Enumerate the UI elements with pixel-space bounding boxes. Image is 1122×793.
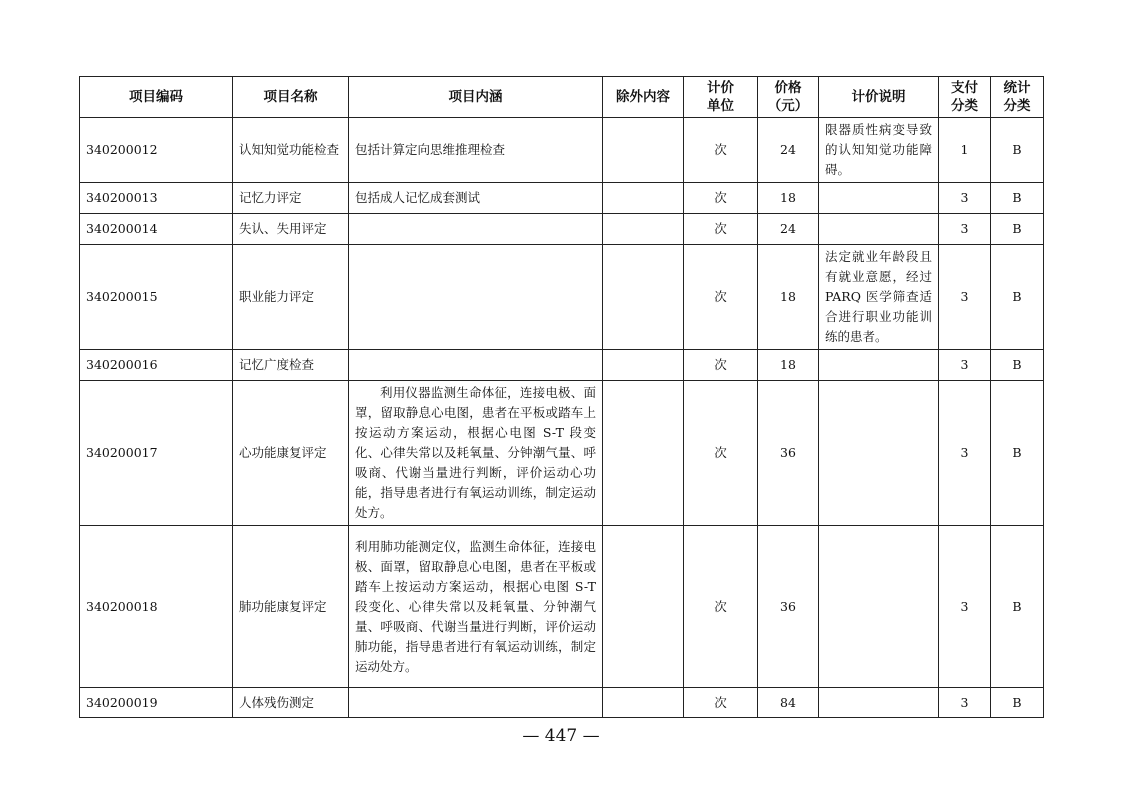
cell-stat: B xyxy=(991,245,1044,350)
cell-name: 记忆力评定 xyxy=(233,183,349,214)
cell-code: 340200015 xyxy=(80,245,233,350)
cell-exclusion xyxy=(603,688,684,718)
table-row xyxy=(80,350,1044,381)
cell-description xyxy=(819,214,939,245)
cell-exclusion xyxy=(603,118,684,183)
cell-payment: 3 xyxy=(939,526,991,688)
header-price-line2: （元） xyxy=(767,98,809,114)
header-price xyxy=(758,77,819,118)
header-payment-line2: 分类 xyxy=(951,98,978,114)
cell-content xyxy=(349,381,603,526)
header-payment-line1: 支付 xyxy=(951,80,978,96)
cell-payment: 3 xyxy=(939,381,991,526)
cell-exclusion xyxy=(603,183,684,214)
cell-stat: B xyxy=(991,688,1044,718)
cell-name: 失认、失用评定 xyxy=(233,214,349,245)
cell-unit: 次 xyxy=(684,526,758,688)
cell-unit: 次 xyxy=(684,688,758,718)
cell-name: 肺功能康复评定 xyxy=(233,526,349,688)
cell-price: 24 xyxy=(758,118,819,183)
cell-exclusion xyxy=(603,381,684,526)
cell-content xyxy=(349,214,603,245)
cell-stat: B xyxy=(991,350,1044,381)
cell-name: 职业能力评定 xyxy=(233,245,349,350)
page-number: — 447 — xyxy=(522,726,600,746)
cell-payment: 3 xyxy=(939,688,991,718)
cell-stat: B xyxy=(991,381,1044,526)
cell-price: 18 xyxy=(758,183,819,214)
header-row xyxy=(80,77,1044,118)
cell-unit: 次 xyxy=(684,350,758,381)
header-stat-line1: 统计 xyxy=(1003,80,1031,96)
cell-code: 340200018 xyxy=(80,526,233,688)
cell-code: 340200012 xyxy=(80,118,233,183)
header-description: 计价说明 xyxy=(819,77,939,118)
cell-unit: 次 xyxy=(684,214,758,245)
header-code: 项目编码 xyxy=(80,77,233,118)
cell-payment: 3 xyxy=(939,183,991,214)
cell-code: 340200019 xyxy=(80,688,233,718)
cell-stat: B xyxy=(991,526,1044,688)
header-stat-line2: 分类 xyxy=(1003,98,1031,114)
cell-content xyxy=(349,350,603,381)
header-unit-line2: 单位 xyxy=(707,98,734,114)
cell-unit: 次 xyxy=(684,183,758,214)
cell-name: 认知知觉功能检查 xyxy=(233,118,349,183)
cell-code: 340200014 xyxy=(80,214,233,245)
cell-description xyxy=(819,526,939,688)
header-stat xyxy=(991,77,1044,118)
cell-name: 人体残伤测定 xyxy=(233,688,349,718)
cell-description xyxy=(819,350,939,381)
cell-unit: 次 xyxy=(684,381,758,526)
cell-description: 限器质性病变导致的认知知觉功能障碍。 xyxy=(819,118,939,183)
header-payment xyxy=(939,77,991,118)
cell-content: 包括成人记忆成套测试 xyxy=(349,183,603,214)
cell-name: 记忆广度检查 xyxy=(233,350,349,381)
header-price-line1: 价格 xyxy=(774,80,802,96)
cell-payment: 3 xyxy=(939,350,991,381)
table-row xyxy=(80,245,1044,350)
cell-stat: B xyxy=(991,183,1044,214)
cell-payment: 3 xyxy=(939,245,991,350)
header-unit-line1: 计价 xyxy=(707,80,734,96)
cell-exclusion xyxy=(603,245,684,350)
cell-price: 36 xyxy=(758,526,819,688)
cell-content-text: 利用仪器监测生命体征，连接电极、面罩，留取静息心电图，患者在平板或踏车上按运动方案运动，根据心电图 S-T 段变化、心律失常以及耗氧量、分钟潮气量、呼吸商、代谢当量进行判断，评价运动心功能，指导患者进行有氧运动训练，制定运动处方。 xyxy=(355,385,596,520)
cell-unit: 次 xyxy=(684,118,758,183)
table-row xyxy=(80,214,1044,245)
header-unit xyxy=(684,77,758,118)
cell-content: 利用肺功能测定仪，监测生命体征，连接电极、面罩，留取静息心电图，患者在平板或踏车上按运动方案运动，根据心电图 S-T 段变化、心律失常以及耗氧量、分钟潮气量、呼吸商、代谢当量进行判断，评价运动肺功能，指导患者进行有氧运动训练，制定运动处方。 xyxy=(349,526,603,688)
cell-exclusion xyxy=(603,214,684,245)
table-row xyxy=(80,526,1044,688)
cell-price: 18 xyxy=(758,245,819,350)
cell-code: 340200016 xyxy=(80,350,233,381)
cell-price: 18 xyxy=(758,350,819,381)
cell-price: 36 xyxy=(758,381,819,526)
cell-description xyxy=(819,381,939,526)
cell-description: 法定就业年龄段且有就业意愿，经过 PARQ 医学筛查适合进行职业功能训练的患者。 xyxy=(819,245,939,350)
cell-content xyxy=(349,688,603,718)
header-exclusion: 除外内容 xyxy=(603,77,684,118)
cell-description xyxy=(819,183,939,214)
price-table xyxy=(79,76,1044,718)
cell-payment: 1 xyxy=(939,118,991,183)
cell-name: 心功能康复评定 xyxy=(233,381,349,526)
cell-exclusion xyxy=(603,526,684,688)
cell-exclusion xyxy=(603,350,684,381)
cell-content: 包括计算定向思维推理检查 xyxy=(349,118,603,183)
cell-payment: 3 xyxy=(939,214,991,245)
cell-unit: 次 xyxy=(684,245,758,350)
table-row xyxy=(80,183,1044,214)
cell-code: 340200013 xyxy=(80,183,233,214)
header-content: 项目内涵 xyxy=(349,77,603,118)
cell-description xyxy=(819,688,939,718)
cell-stat: B xyxy=(991,214,1044,245)
cell-price: 84 xyxy=(758,688,819,718)
table-row xyxy=(80,381,1044,526)
cell-content xyxy=(349,245,603,350)
cell-price: 24 xyxy=(758,214,819,245)
table-row xyxy=(80,688,1044,718)
table-row xyxy=(80,118,1044,183)
cell-code: 340200017 xyxy=(80,381,233,526)
cell-stat: B xyxy=(991,118,1044,183)
header-name: 项目名称 xyxy=(233,77,349,118)
